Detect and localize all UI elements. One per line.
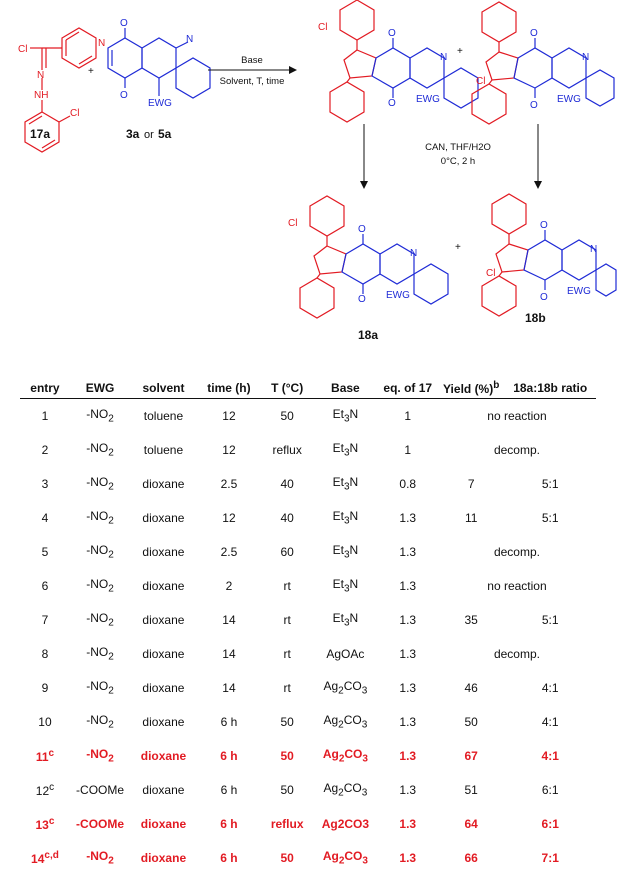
cell-base xyxy=(313,603,377,637)
base-text-tail: N xyxy=(349,475,359,490)
cell-outcome-note: decomp. xyxy=(493,545,540,559)
cell-temperature: 40 xyxy=(280,477,294,491)
entry-number: 14 xyxy=(31,852,45,866)
cell-time: 2.5 xyxy=(220,545,238,559)
cell-temperature: 50 xyxy=(280,783,294,797)
cell-ewg xyxy=(70,501,130,535)
atom-o: O xyxy=(530,100,538,111)
cell-solvent: dioxane xyxy=(142,783,185,797)
col-ewg: EWG xyxy=(70,378,130,399)
ewg-text: -COOMe xyxy=(76,783,125,797)
table-header-row xyxy=(20,378,596,399)
atom-cl: Cl xyxy=(318,22,328,33)
cell-ratio: 5:1 xyxy=(541,511,559,525)
table-row xyxy=(20,739,596,773)
cell-temperature: reflux xyxy=(270,817,304,831)
cell-ratio: 6:1 xyxy=(541,783,559,797)
footnote-b: b xyxy=(493,380,500,391)
atom-cl: Cl xyxy=(18,44,28,55)
cell-ewg xyxy=(70,399,130,434)
cell-ewg xyxy=(70,603,130,637)
cell-solvent: dioxane xyxy=(142,681,185,695)
ewg-text: -NO xyxy=(86,509,109,524)
entry-footnote: c xyxy=(48,816,55,827)
cell-time: 6 h xyxy=(220,783,238,797)
cell-yield: 51 xyxy=(464,783,478,797)
cycloadduct-a-structure xyxy=(330,0,478,122)
table-row xyxy=(20,467,596,501)
cell-ewg xyxy=(70,671,130,705)
cell-yield: 7 xyxy=(467,477,475,491)
cell-time: 12 xyxy=(222,443,236,457)
cell-equivalents: 1.3 xyxy=(399,681,417,695)
cell-equivalents: 1.3 xyxy=(399,749,417,763)
cell-time: 6 h xyxy=(220,749,238,763)
base-text-tail: CO xyxy=(344,747,363,762)
base-text: Et xyxy=(332,509,344,524)
ewg-text: -COOMe xyxy=(76,817,125,831)
cell-outcome-note: no reaction xyxy=(487,409,547,423)
atom-nh: NH xyxy=(34,90,49,101)
atom-cl: Cl xyxy=(70,108,80,119)
cell-equivalents: 1.3 xyxy=(399,783,417,797)
base-subscript: 3 xyxy=(362,753,368,765)
cell-entry xyxy=(20,807,70,841)
atom-o: O xyxy=(530,28,538,39)
base-text-tail: N xyxy=(349,441,359,456)
cell-temperature: reflux xyxy=(272,443,302,457)
ewg-subscript: 2 xyxy=(108,855,114,867)
cell-outcome-note: no reaction xyxy=(487,579,547,593)
ewg-label: EWG xyxy=(557,94,581,105)
ewg-label: EWG xyxy=(148,98,172,109)
oxidation-reagent: CAN, THF/H2O xyxy=(425,142,491,153)
ewg-text: -NO xyxy=(86,611,109,626)
entry-number: 5 xyxy=(41,545,49,559)
ewg-label: EWG xyxy=(567,286,591,297)
cell-solvent: dioxane xyxy=(140,749,187,763)
cell-entry xyxy=(20,671,70,705)
cell-solvent: dioxane xyxy=(140,817,187,831)
cell-entry xyxy=(20,569,70,603)
cell-time: 14 xyxy=(222,613,236,627)
base-text: Et xyxy=(332,441,344,456)
cell-base xyxy=(313,773,377,807)
atom-cl: Cl xyxy=(486,268,496,279)
cell-entry xyxy=(20,705,70,739)
col-yield xyxy=(438,378,505,399)
plus-sign: + xyxy=(88,66,94,77)
cell-equivalents: 1.3 xyxy=(399,715,417,729)
optimization-table xyxy=(20,378,596,875)
cell-equivalents: 1.3 xyxy=(399,511,417,525)
ewg-subscript: 2 xyxy=(108,753,114,765)
base-subscript: 3 xyxy=(361,685,368,697)
table-row xyxy=(20,841,596,875)
cell-entry xyxy=(20,535,70,569)
atom-n: N xyxy=(37,70,45,81)
base-text: Ag xyxy=(323,713,339,728)
atom-o: O xyxy=(120,18,128,29)
base-subscript: 3 xyxy=(343,515,350,527)
cell-ratio: 4:1 xyxy=(541,749,559,763)
cell-equivalents: 1.3 xyxy=(399,851,417,865)
cell-entry xyxy=(20,841,70,875)
base-subscript: 3 xyxy=(343,447,350,459)
ewg-text: -NO xyxy=(86,645,109,660)
cell-entry xyxy=(20,637,70,671)
cell-yield: 46 xyxy=(464,681,478,695)
cell-base xyxy=(313,705,377,739)
base-subscript: 2 xyxy=(338,855,345,867)
label-18b: 18b xyxy=(525,311,546,325)
cell-time: 2 xyxy=(225,579,233,593)
base-subscript: 3 xyxy=(361,719,368,731)
ewg-subscript: 2 xyxy=(108,515,114,527)
label-3a: 3a xyxy=(126,127,140,141)
label-18a: 18a xyxy=(358,328,379,342)
atom-o: O xyxy=(540,220,548,231)
base-text: Ag2CO3 xyxy=(321,817,370,831)
cell-ewg xyxy=(70,705,130,739)
col-entry: entry xyxy=(20,378,70,399)
ewg-text: -NO xyxy=(86,747,109,762)
base-text: Et xyxy=(332,407,344,422)
plus-sign: + xyxy=(457,46,463,57)
cell-yield: 66 xyxy=(464,851,478,865)
atom-cl: Cl xyxy=(476,76,486,87)
entry-number: 10 xyxy=(38,715,52,729)
atom-n: N xyxy=(590,244,598,255)
atom-n: N xyxy=(186,34,194,45)
cell-solvent: dioxane xyxy=(142,545,185,559)
base-subscript: 3 xyxy=(343,413,350,425)
cell-entry xyxy=(20,603,70,637)
ewg-subscript: 2 xyxy=(108,719,114,731)
atom-o: O xyxy=(358,294,366,305)
col-temperature: T (°C) xyxy=(261,378,313,399)
ewg-text: -NO xyxy=(86,475,109,490)
cell-time: 12 xyxy=(222,409,236,423)
cell-equivalents: 1 xyxy=(404,443,412,457)
base-text-tail: N xyxy=(349,407,359,422)
base-text-tail: CO xyxy=(343,781,362,796)
atom-n: N xyxy=(582,52,590,63)
cell-solvent: dioxane xyxy=(142,579,185,593)
ewg-subscript: 2 xyxy=(108,549,114,561)
atom-n: N xyxy=(440,52,448,63)
cell-ratio: 7:1 xyxy=(541,851,559,865)
cell-time: 2.5 xyxy=(220,477,238,491)
cell-solvent: dioxane xyxy=(142,511,185,525)
cell-entry xyxy=(20,773,70,807)
ewg-text: -NO xyxy=(86,543,109,558)
cell-time: 6 h xyxy=(220,817,238,831)
cell-base xyxy=(313,467,377,501)
cell-temperature: 50 xyxy=(280,851,294,865)
ewg-subscript: 2 xyxy=(108,447,114,459)
base-subscript: 3 xyxy=(343,617,350,629)
table-row xyxy=(20,569,596,603)
base-subscript: 3 xyxy=(343,481,350,493)
ewg-text: -NO xyxy=(86,407,109,422)
label-17a: 17a xyxy=(30,127,51,141)
ewg-text: -NO xyxy=(86,441,109,456)
cell-solvent: dioxane xyxy=(140,851,187,865)
cell-entry xyxy=(20,399,70,434)
cell-ewg xyxy=(70,841,130,875)
cell-entry xyxy=(20,501,70,535)
cell-temperature: 50 xyxy=(280,409,294,423)
cell-ewg xyxy=(70,433,130,467)
cell-equivalents: 1.3 xyxy=(399,647,417,661)
cell-ewg xyxy=(70,773,130,807)
cell-base xyxy=(313,807,377,841)
table-row xyxy=(20,535,596,569)
cell-temperature: rt xyxy=(283,579,291,593)
base-text-tail: CO xyxy=(343,713,362,728)
cell-base xyxy=(313,739,377,773)
ewg-subscript: 2 xyxy=(108,617,114,629)
entry-number: 9 xyxy=(41,681,49,695)
entry-number: 6 xyxy=(41,579,49,593)
label-or: or xyxy=(144,129,154,141)
cell-yield: 67 xyxy=(464,749,478,763)
cell-solvent: dioxane xyxy=(142,647,185,661)
cell-time: 6 h xyxy=(220,851,238,865)
conditions-solvent: Solvent, T, time xyxy=(219,76,285,87)
label-5a: 5a xyxy=(158,127,172,141)
ewg-subscript: 2 xyxy=(108,583,114,595)
cell-equivalents: 1.3 xyxy=(399,817,417,831)
entry-number: 11 xyxy=(35,750,49,764)
cell-ewg xyxy=(70,569,130,603)
cell-solvent: toluene xyxy=(143,443,184,457)
ewg-subscript: 2 xyxy=(108,481,114,493)
oxidation-conditions: 0°C, 2 h xyxy=(440,156,476,167)
cell-base xyxy=(313,501,377,535)
cell-outcome-note: decomp. xyxy=(493,647,540,661)
table-row xyxy=(20,637,596,671)
cell-ewg xyxy=(70,739,130,773)
atom-o: O xyxy=(388,28,396,39)
table-row xyxy=(20,433,596,467)
ewg-subscript: 2 xyxy=(108,685,114,697)
cell-temperature: 60 xyxy=(280,545,294,559)
ewg-label: EWG xyxy=(386,290,410,301)
entry-number: 13 xyxy=(35,818,49,832)
base-text: Ag xyxy=(322,747,339,762)
cell-base xyxy=(313,433,377,467)
table-body xyxy=(20,399,596,876)
cell-ratio: 4:1 xyxy=(541,715,559,729)
cell-ewg xyxy=(70,535,130,569)
base-text: Ag xyxy=(323,781,339,796)
base-text: Ag xyxy=(322,849,339,864)
col-time: time (h) xyxy=(197,378,261,399)
entry-number: 12 xyxy=(35,784,50,798)
col-equivalents: eq. of 17 xyxy=(378,378,438,399)
product-18a-structure xyxy=(300,196,448,318)
entry-footnote: c xyxy=(49,782,55,793)
cell-equivalents: 1.3 xyxy=(399,579,417,593)
table-row xyxy=(20,399,596,434)
base-text-tail: CO xyxy=(344,849,363,864)
cell-ewg xyxy=(70,807,130,841)
atom-o: O xyxy=(120,90,128,101)
col-solvent: solvent xyxy=(130,378,197,399)
cell-base xyxy=(313,569,377,603)
cell-ewg xyxy=(70,637,130,671)
base-subscript: 3 xyxy=(362,855,368,867)
ewg-label: EWG xyxy=(416,94,440,105)
cycloadduct-b-structure xyxy=(472,2,614,124)
cell-yield: 50 xyxy=(464,715,478,729)
entry-footnote: c,d xyxy=(44,850,59,861)
base-text: Et xyxy=(332,577,344,592)
col-ratio: 18a:18b ratio xyxy=(504,378,596,399)
cell-base xyxy=(313,399,377,434)
table-row xyxy=(20,807,596,841)
col-base: Base xyxy=(313,378,377,399)
ewg-subscript: 2 xyxy=(108,651,114,663)
cell-equivalents: 1 xyxy=(404,409,412,423)
cell-temperature: rt xyxy=(283,613,291,627)
base-text-tail: N xyxy=(349,543,359,558)
base-text-tail: CO xyxy=(343,679,362,694)
cell-time: 14 xyxy=(222,647,236,661)
base-subscript: 3 xyxy=(343,549,350,561)
cell-base xyxy=(313,841,377,875)
table-row xyxy=(20,705,596,739)
cell-solvent: dioxane xyxy=(142,613,185,627)
atom-cl: Cl xyxy=(288,218,298,229)
base-subscript: 3 xyxy=(343,583,350,595)
compound-3a-structure xyxy=(108,28,210,98)
cell-temperature: 50 xyxy=(280,715,294,729)
cell-entry xyxy=(20,739,70,773)
cell-ewg xyxy=(70,467,130,501)
entry-number: 3 xyxy=(41,477,49,491)
table-row xyxy=(20,773,596,807)
cell-temperature: 40 xyxy=(280,511,294,525)
ewg-text: -NO xyxy=(86,713,109,728)
cell-equivalents: 0.8 xyxy=(399,477,417,491)
table-row xyxy=(20,603,596,637)
ewg-subscript: 2 xyxy=(108,413,114,425)
product-18b-structure xyxy=(482,194,616,316)
col-yield-label: Yield (%) xyxy=(443,382,494,396)
entry-number: 2 xyxy=(41,443,49,457)
cell-time: 12 xyxy=(222,511,236,525)
cell-ratio: 4:1 xyxy=(541,681,559,695)
cell-yield: 11 xyxy=(464,511,478,525)
table-row xyxy=(20,671,596,705)
plus-sign: + xyxy=(455,242,461,253)
base-text: Et xyxy=(332,611,344,626)
base-text: Et xyxy=(332,543,344,558)
ewg-text: -NO xyxy=(86,679,109,694)
atom-n: N xyxy=(98,38,106,49)
cell-entry xyxy=(20,433,70,467)
conditions-base: Base xyxy=(241,55,263,66)
base-text: AgOAc xyxy=(326,647,365,661)
atom-o: O xyxy=(388,98,396,109)
cell-temperature: 50 xyxy=(280,749,294,763)
entry-footnote: c xyxy=(48,748,55,759)
cell-yield: 35 xyxy=(464,613,478,627)
reaction-scheme xyxy=(0,0,621,372)
cell-equivalents: 1.3 xyxy=(399,613,417,627)
entry-number: 7 xyxy=(41,613,49,627)
ewg-text: -NO xyxy=(86,577,109,592)
base-subscript: 2 xyxy=(338,753,345,765)
entry-number: 4 xyxy=(41,511,49,525)
base-subscript: 2 xyxy=(338,685,344,697)
cell-entry xyxy=(20,467,70,501)
cell-temperature: rt xyxy=(283,647,291,661)
cell-solvent: toluene xyxy=(143,409,184,423)
cell-ratio: 5:1 xyxy=(541,477,559,491)
base-text-tail: N xyxy=(349,611,359,626)
cell-solvent: dioxane xyxy=(142,715,185,729)
cell-base xyxy=(313,637,377,671)
base-subscript: 3 xyxy=(361,787,368,799)
base-text: Ag xyxy=(323,679,339,694)
cell-ratio: 5:1 xyxy=(541,613,559,627)
ewg-text: -NO xyxy=(86,849,109,864)
cell-temperature: rt xyxy=(283,681,291,695)
atom-o: O xyxy=(540,292,548,303)
entry-number: 8 xyxy=(41,647,49,661)
cell-base xyxy=(313,671,377,705)
atom-n: N xyxy=(410,248,418,259)
cell-time: 6 h xyxy=(220,715,238,729)
base-text-tail: N xyxy=(349,577,359,592)
cell-ratio: 6:1 xyxy=(541,817,559,831)
base-text-tail: N xyxy=(349,509,359,524)
cell-base xyxy=(313,535,377,569)
cell-equivalents: 1.3 xyxy=(399,545,417,559)
entry-number: 1 xyxy=(41,409,49,423)
cell-time: 14 xyxy=(222,681,236,695)
base-subscript: 2 xyxy=(338,719,344,731)
cell-yield: 64 xyxy=(464,817,478,831)
atom-o: O xyxy=(358,224,366,235)
base-subscript: 2 xyxy=(338,787,344,799)
table-row xyxy=(20,501,596,535)
cell-outcome-note: decomp. xyxy=(493,443,540,457)
base-text: Et xyxy=(332,475,344,490)
cell-solvent: dioxane xyxy=(142,477,185,491)
